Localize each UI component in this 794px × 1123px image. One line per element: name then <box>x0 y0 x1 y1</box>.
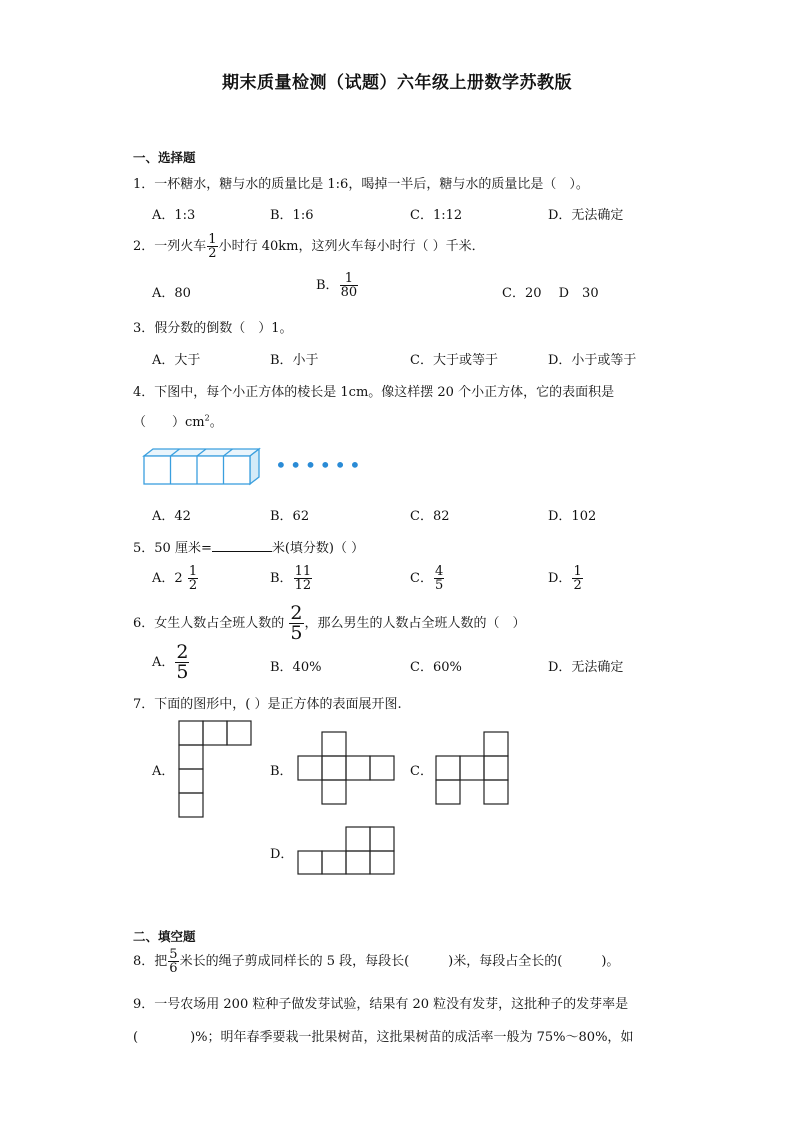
section-heading-choice: 一、选择题 <box>133 150 196 165</box>
q3-option-d[interactable]: D．小于或等于 <box>548 353 637 368</box>
q4-option-a[interactable]: A．42 <box>152 509 191 524</box>
q1-option-a[interactable]: A．1:3 <box>152 208 196 223</box>
q3-option-c[interactable]: C．大于或等于 <box>410 353 498 368</box>
q8-fraction: $\frac{5}{6}$ <box>169 947 178 976</box>
question-4-line-2: （ ）$cm^2$。 <box>133 413 223 430</box>
q4-option-b[interactable]: B．62 <box>270 509 310 524</box>
question-3-text: 3．假分数的倒数（ ）1。 <box>133 321 293 336</box>
q2-option-c-d[interactable]: C．20 D 30 <box>502 286 599 301</box>
question-4-line-1: 4．下图中，每个小正方体的棱长是 1cm。像这样摆 20 个小正方体，它的表面积是 <box>133 385 615 400</box>
q2-fraction: $\frac{1}{2}$ <box>208 232 217 261</box>
q5-option-a[interactable]: A．2 $\frac{1}{2}$ <box>152 564 198 593</box>
q7-net-d <box>297 826 396 875</box>
q4-option-d[interactable]: D．102 <box>548 509 597 524</box>
q5-option-c[interactable]: C． $\frac{4}{5}$ <box>410 564 444 593</box>
section-heading-fill-blank: 二、填空题 <box>133 929 196 944</box>
q5-option-d[interactable]: D． $\frac{1}{2}$ <box>548 564 582 593</box>
q6-fraction: $\frac{2}{5}$ <box>290 602 303 644</box>
q7-net-b <box>297 731 396 804</box>
question-6-text: 6．女生人数占全班人数的 $\frac{2}{5}$ ，那么男生的人数占全班人数的（ ） <box>133 602 526 644</box>
question-5-text: 5．50 厘米= 米(填分数)（ ） <box>133 537 364 556</box>
q7-option-b-label[interactable]: B． <box>270 764 293 779</box>
question-1-text: 1．一杯糖水，糖与水的质量比是 1:6，喝掉一半后，糖与水的质量比是（ ）。 <box>133 177 589 192</box>
cube-row-figure <box>140 446 280 486</box>
q6-option-a[interactable]: A． $\frac{2}{5}$ <box>152 641 189 683</box>
q7-option-d-label[interactable]: D． <box>270 847 294 862</box>
q6-option-d[interactable]: D．无法确定 <box>548 660 624 675</box>
question-9-line-2: ( )%；明年春季要栽一批果树苗，这批果树苗的成活率一般为 75%～80%，如 <box>133 1030 634 1045</box>
question-9-line-1: 9．一号农场用 200 粒种子做发芽试验，结果有 20 粒没有发芽，这批种子的发芽率是 <box>133 997 629 1012</box>
q1-option-c[interactable]: C．1:12 <box>410 208 463 223</box>
page-title: 期末质量检测（试题）六年级上册数学苏教版 <box>222 73 572 93</box>
q6-option-c[interactable]: C．60% <box>410 660 462 675</box>
q2-option-b-fraction: $\frac{1}{80}$ <box>340 271 358 300</box>
q5-answer-blank[interactable] <box>212 538 272 552</box>
question-8-text: 8．把 $\frac{5}{6}$ 米长的绳子剪成同样长的 5 段，每段长( )米，每段占全长的( )。 <box>133 947 620 976</box>
q6-option-b[interactable]: B．40% <box>270 660 322 675</box>
continuation-dots: •••••• <box>275 453 364 477</box>
q2-option-a[interactable]: A．80 <box>152 286 191 301</box>
q2-option-b[interactable]: B． $\frac{1}{80}$ <box>316 271 358 300</box>
q7-net-a <box>178 720 253 817</box>
q3-option-b[interactable]: B．小于 <box>270 353 319 368</box>
question-7-text: 7．下面的图形中，( ）是正方体的表面展开图. <box>133 697 402 712</box>
q1-option-b[interactable]: B．1:6 <box>270 208 314 223</box>
question-2-text <box>133 233 485 260</box>
q7-option-c-label[interactable]: C． <box>410 764 433 779</box>
q7-option-a-label[interactable]: A． <box>152 764 175 779</box>
q5-option-b[interactable]: B． $\frac{11}{12}$ <box>270 564 312 593</box>
q1-option-d[interactable]: D．无法确定 <box>548 208 624 223</box>
q2-post: 小时行 40km，这列火车每小时行（ ）千米． <box>218 239 485 254</box>
q7-net-c <box>435 731 510 804</box>
q4-option-c[interactable]: C．82 <box>410 509 450 524</box>
q2-pre: 2．一列火车 <box>133 239 207 254</box>
q3-option-a[interactable]: A．大于 <box>152 353 201 368</box>
